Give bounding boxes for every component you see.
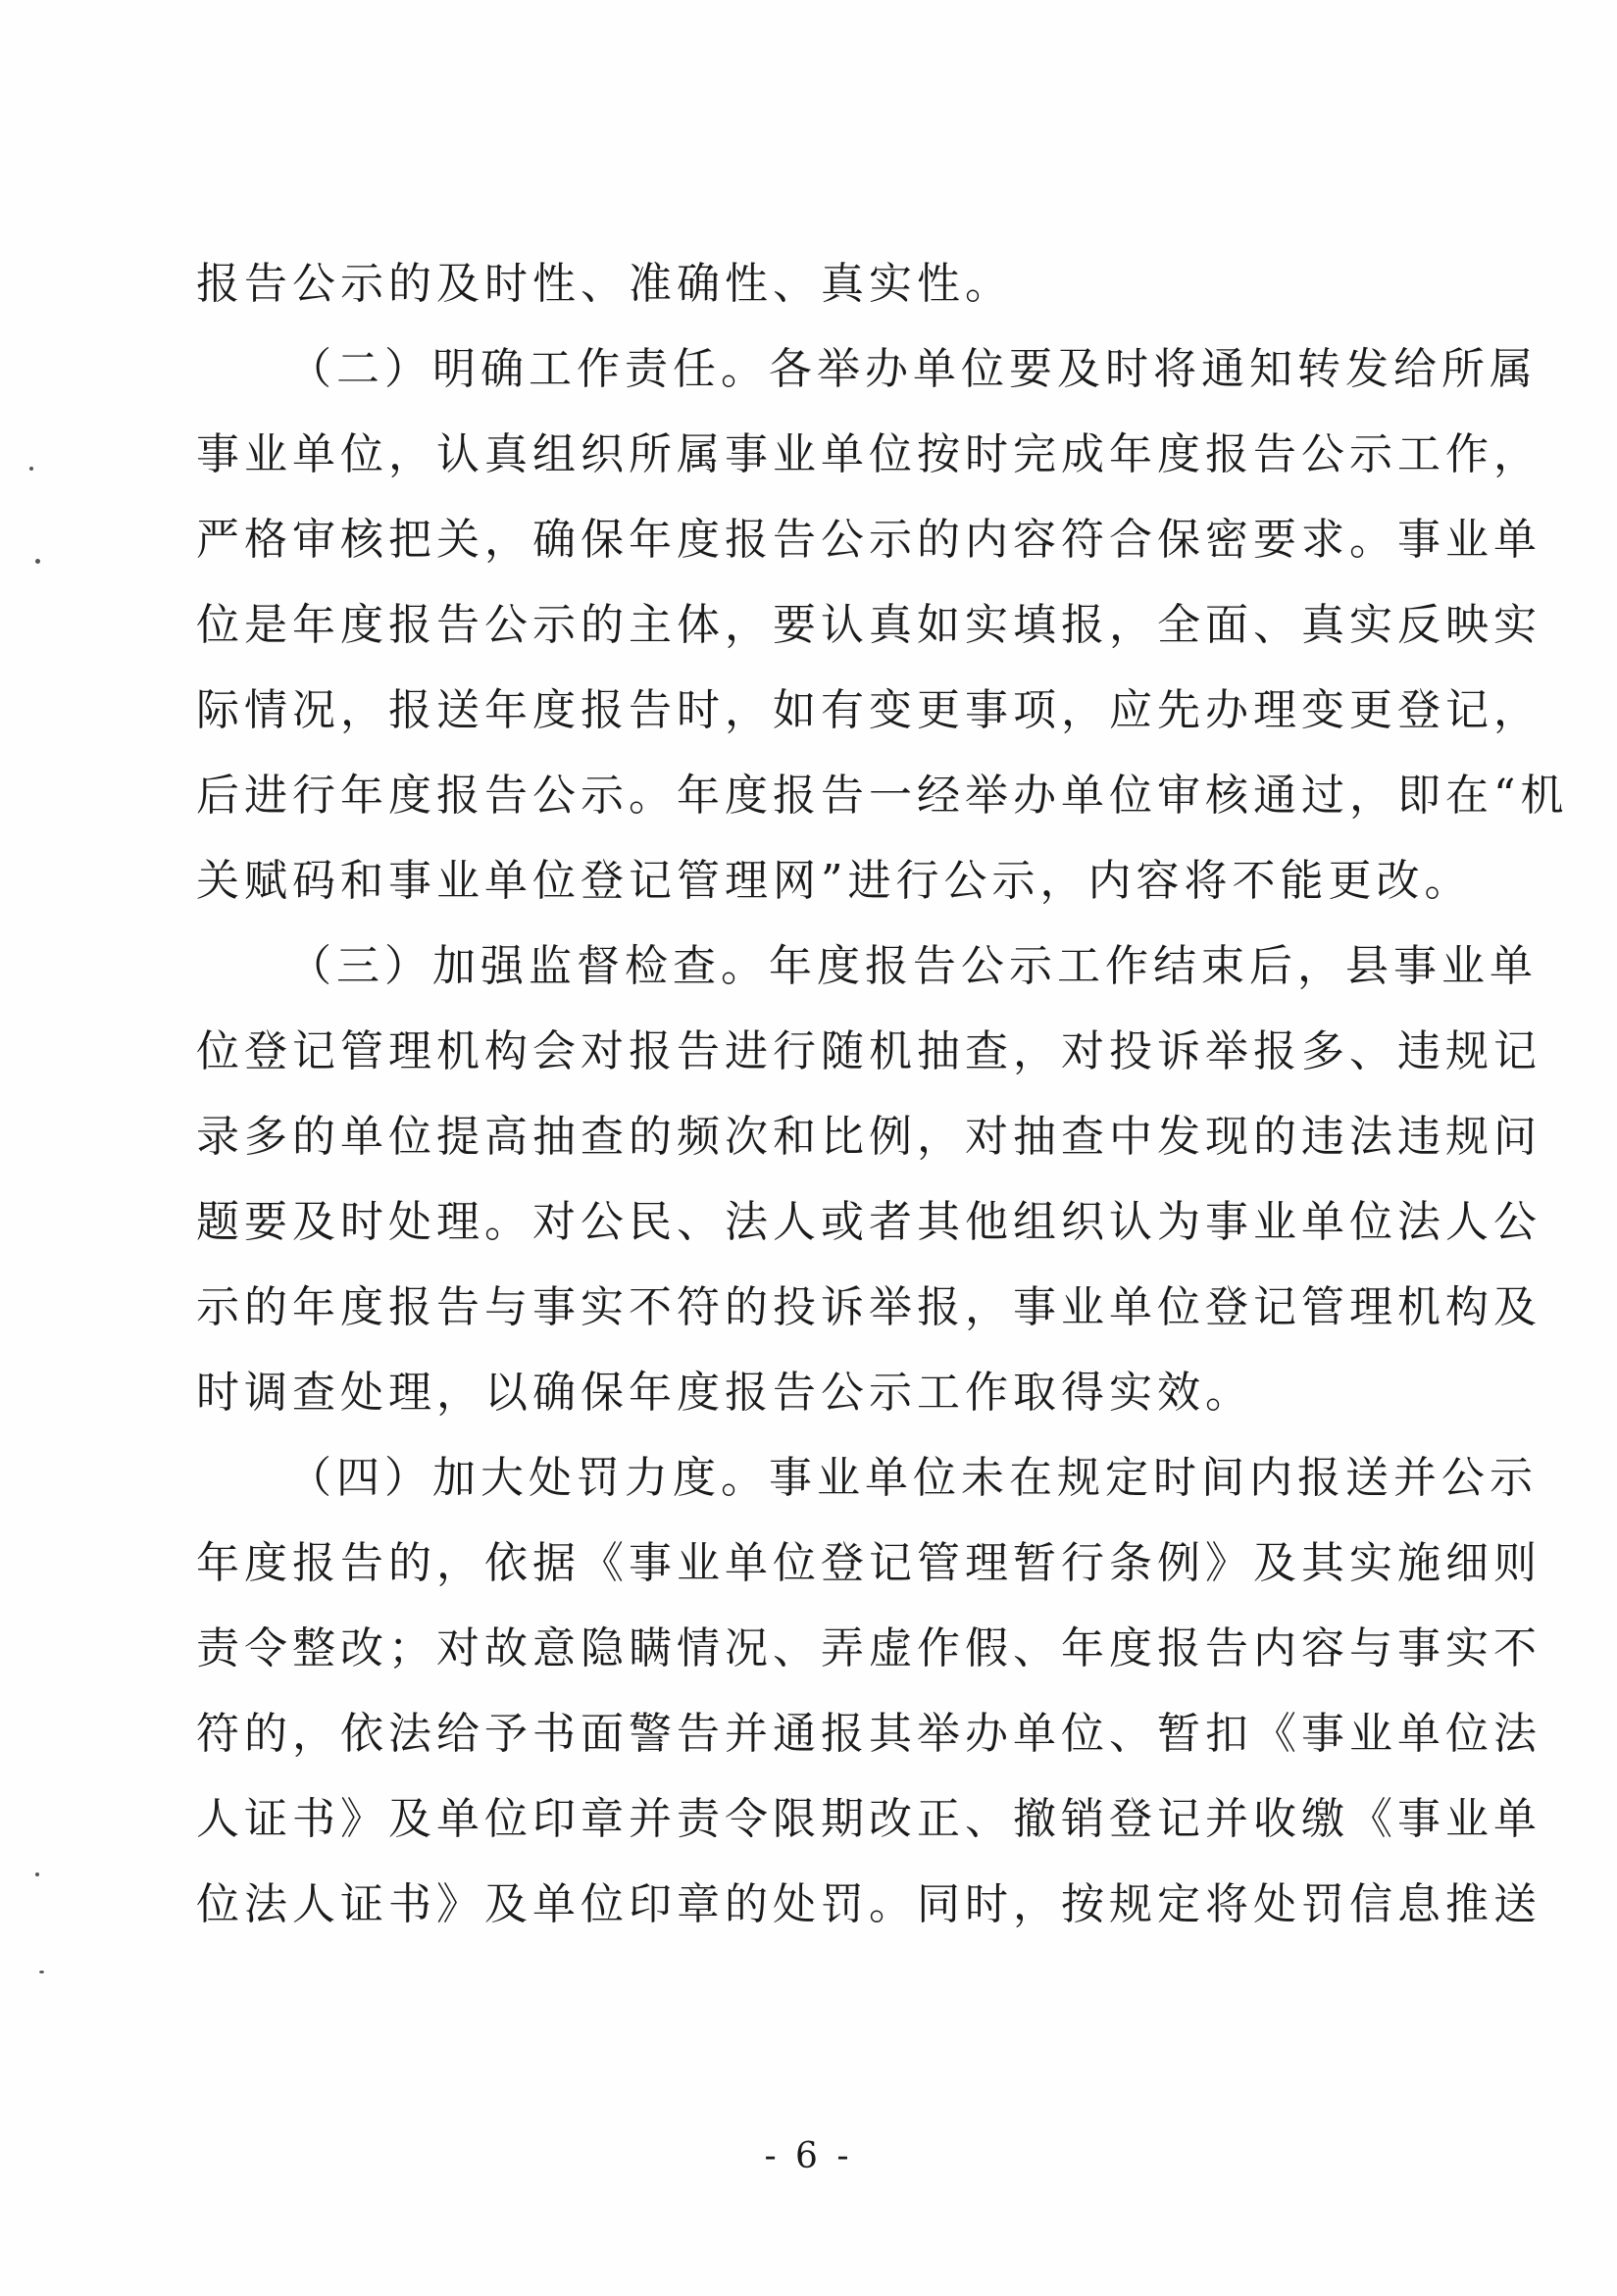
paragraph-4-line-5: 人证书》及单位印章并责令限期改正、撤销登记并收缴《事业单 xyxy=(196,1794,1541,1844)
paragraph-3-line-5: 示的年度报告与事实不符的投诉举报，事业单位登记管理机构及 xyxy=(196,1282,1541,1332)
scan-speck xyxy=(39,1971,44,1973)
paragraph-3-line-3: 录多的单位提高抽查的频次和比例，对抽查中发现的违法违规问 xyxy=(196,1112,1541,1162)
paragraph-4-line-2: 年度报告的，依据《事业单位登记管理暂行条例》及其实施细则 xyxy=(196,1538,1541,1588)
scan-speck xyxy=(35,1872,39,1876)
scan-speck xyxy=(35,559,40,564)
paragraph-4-line-3: 责令整改；对故意隐瞒情况、弄虚作假、年度报告内容与事实不 xyxy=(196,1623,1541,1673)
paragraph-3-line-4: 题要及时处理。对公民、法人或者其他组织认为事业单位法人公 xyxy=(196,1197,1541,1247)
paragraph-2-line-2: 事业单位，认真组织所属事业单位按时完成年度报告公示工作， xyxy=(196,429,1541,479)
paragraph-4-line-4: 符的，依法给予书面警告并通报其举办单位、暂扣《事业单位法 xyxy=(196,1709,1541,1759)
page-number: - 6 - xyxy=(764,2136,853,2176)
scan-speck xyxy=(29,467,33,471)
paragraph-2-line-6: 后进行年度报告公示。年度报告一经举办单位审核通过，即在“机 xyxy=(196,771,1569,821)
paragraph-2-line-5: 际情况，报送年度报告时，如有变更事项，应先办理变更登记， xyxy=(196,685,1541,735)
paragraph-3-line-1: （三）加强监督检查。年度报告公示工作结束后，县事业单 xyxy=(288,941,1538,991)
paragraph-4-line-6: 位法人证书》及单位印章的处罚。同时，按规定将处罚信息推送 xyxy=(196,1879,1541,1929)
paragraph-2-line-7: 关赋码和事业单位登记管理网”进行公示，内容将不能更改。 xyxy=(196,856,1473,906)
paragraph-3-line-6: 时调查处理，以确保年度报告公示工作取得实效。 xyxy=(196,1368,1253,1418)
paragraph-3-line-2: 位登记管理机构会对报告进行随机抽查，对投诉举报多、违规记 xyxy=(196,1026,1541,1076)
paragraph-2-line-3: 严格审核把关，确保年度报告公示的内容符合保密要求。事业单 xyxy=(196,515,1541,565)
paragraph-1-line-1: 报告公示的及时性、准确性、真实性。 xyxy=(196,259,1013,309)
paragraph-2-line-1: （二）明确工作责任。各举办单位要及时将通知转发给所属 xyxy=(288,344,1538,394)
paragraph-4-line-1: （四）加大处罚力度。事业单位未在规定时间内报送并公示 xyxy=(288,1453,1538,1503)
paragraph-2-line-4: 位是年度报告公示的主体，要认真如实填报，全面、真实反映实 xyxy=(196,600,1541,650)
